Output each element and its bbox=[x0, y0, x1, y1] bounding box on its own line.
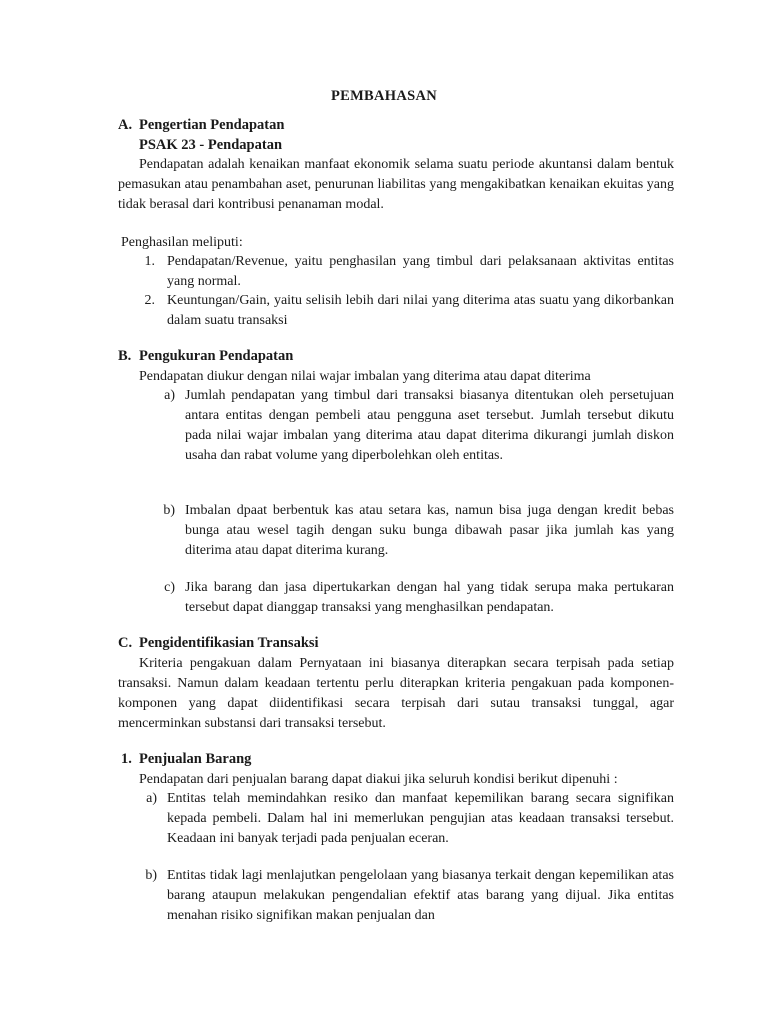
list-marker: a) bbox=[164, 388, 175, 403]
section-c-paragraph: Kriteria pengakuan dalam Pernyataan ini biasanya diterapkan secara terpisah pada setiap transaksi. Namun dalam keadaan tertentu perlu diterapkan kriteria pengakuan pada komponen-komponen yang dapat diidentifikasi secara terpisah dari sutau transaksi tunggal, agar mencerminkan substansi dari transaksi tersebut. bbox=[118, 656, 674, 731]
section-c-marker: C. bbox=[118, 635, 133, 651]
section-1-title: Penjualan Barang bbox=[139, 751, 252, 767]
list-marker: c) bbox=[164, 580, 175, 595]
page-title: PEMBAHASAN bbox=[330, 88, 438, 104]
section-a-subheading: PSAK 23 - Pendapatan bbox=[139, 137, 283, 153]
list-marker: 2. bbox=[144, 293, 155, 308]
section-a-marker: A. bbox=[118, 117, 133, 133]
list-item-text: Entitas tidak lagi menlajutkan pengelolaan yang biasanya terkait dengan kepemilikan atas barang ataupun melakukan pengendalian efektif atas barang yang dijual. Jika entitas menahan risiko signifikan makan penjualan dan bbox=[167, 868, 674, 923]
section-a-paragraph: Pendapatan adalah kenaikan manfaat ekonomik selama suatu periode akuntansi dalam bentuk pemasukan atau penambahan aset, penurunan liabilitas yang mengakibatkan kenaikan ekuitas yang tidak berasal dari kontribusi penanaman modal. bbox=[118, 157, 674, 212]
list-item-text: Keuntungan/Gain, yaitu selisih lebih dari nilai yang diterima atas suatu yang dikorbankan dalam suatu transaksi bbox=[167, 293, 674, 328]
list-item-text: Pendapatan/Revenue, yaitu penghasilan yang timbul dari pelaksanaan aktivitas entitas yang normal. bbox=[167, 254, 674, 289]
list-marker: 1. bbox=[144, 254, 155, 269]
section-b-title: Pengukuran Pendapatan bbox=[139, 348, 294, 364]
list-item-text: Jumlah pendapatan yang timbul dari transaksi biasanya ditentukan oleh persetujuan antara entitas dengan pembeli atau pengguna aset tersebut. Jumlah tersebut dikutu pada nilai wajar imbalan yang diterima atau dapat diterima dikurangi jumlah diskon usaha dan rabat volume yang diperbolehkan oleh entitas. bbox=[185, 388, 674, 463]
section-b-intro: Pendapatan diukur dengan nilai wajar imbalan yang diterima atau dapat diterima bbox=[139, 369, 591, 384]
section-b-marker: B. bbox=[118, 348, 132, 364]
section-1-intro: Pendapatan dari penjualan barang dapat diakui jika seluruh kondisi berikut dipenuhi : bbox=[139, 772, 618, 787]
list-item-text: Entitas telah memindahkan resiko dan manfaat kepemilikan barang secara signifikan kepada pembeli. Dalam hal ini memerlukan pengujian atas keadaan transaksi tersebut. Keadaan ini banyak terjadi pada penjualan eceran. bbox=[167, 791, 674, 846]
section-a-title: Pengertian Pendapatan bbox=[139, 117, 285, 133]
list-marker: a) bbox=[146, 791, 157, 806]
list-item-text: Imbalan dpaat berbentuk kas atau setara kas, namun bisa juga dengan kredit bebas bunga atau wesel tagih dengan suku bunga dibawah pasar jika jumlah kas yang diterima atau dapat diterima kurang. bbox=[185, 503, 674, 558]
list-marker: b) bbox=[145, 868, 157, 883]
section-c-title: Pengidentifikasian Transaksi bbox=[139, 635, 319, 651]
list-marker: b) bbox=[163, 503, 175, 518]
section-1-marker: 1. bbox=[121, 751, 132, 767]
section-a-intro: Penghasilan meliputi: bbox=[121, 235, 243, 250]
list-item-text: Jika barang dan jasa dipertukarkan dengan hal yang tidak serupa maka pertukaran tersebut dapat dianggap transaksi yang menghasilkan pendapatan. bbox=[185, 580, 674, 615]
